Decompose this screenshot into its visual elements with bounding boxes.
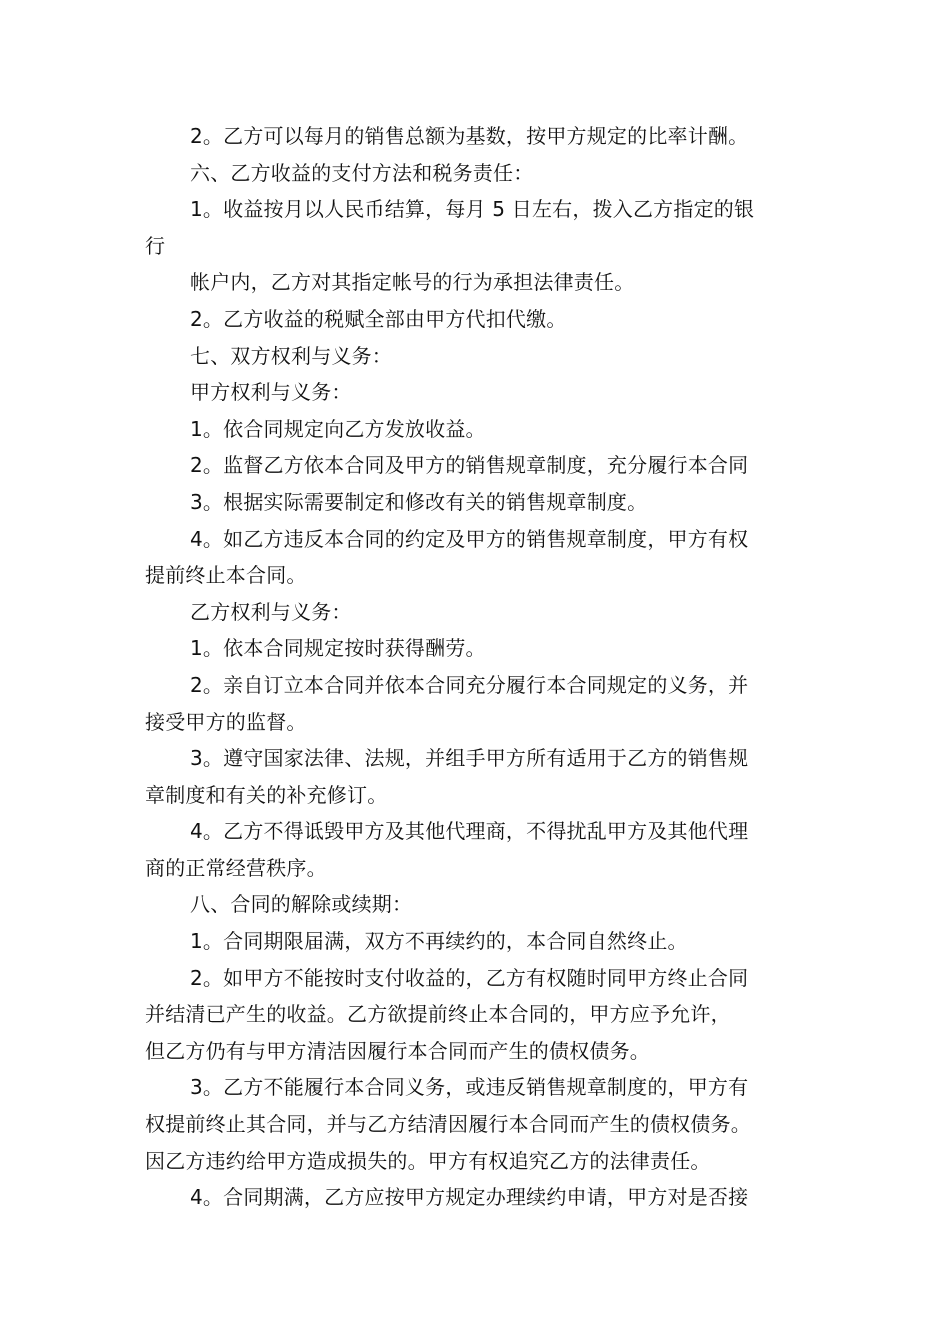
paragraph-line: 1。依合同规定向乙方发放收益。 (190, 416, 486, 441)
subheading-party-a: 甲方权利与义务： (190, 380, 352, 405)
paragraph-line: 4。如乙方违反本合同的约定及甲方的销售规章制度，甲方有权 (190, 526, 749, 551)
subheading-party-b: 乙方权利与义务： (190, 599, 352, 624)
paragraph-line: 因乙方违约给甲方造成损失的。甲方有权追究乙方的法律责任。 (145, 1148, 711, 1173)
paragraph-line: 章制度和有关的补充修订。 (145, 782, 388, 807)
paragraph-line: 并结清已产生的收益。乙方欲提前终止本合同的，甲方应予允许， (145, 1002, 731, 1027)
paragraph-line: 商的正常经营秩序。 (145, 855, 327, 880)
section-heading-6: 六、乙方收益的支付方法和税务责任： (190, 160, 534, 185)
paragraph-line: 帐户内，乙方对其指定帐号的行为承担法律责任。 (190, 270, 635, 295)
paragraph-line: 4。合同期满，乙方应按甲方规定办理续约申请，甲方对是否接 (190, 1185, 749, 1210)
paragraph-line: 提前终止本合同。 (145, 563, 307, 588)
paragraph-line: 但乙方仍有与甲方清洁因履行本合同而产生的债权债务。 (145, 1038, 650, 1063)
paragraph-line: 接受甲方的监督。 (145, 709, 307, 734)
paragraph-line: 3。根据实际需要制定和修改有关的销售规章制度。 (190, 489, 648, 514)
paragraph-line: 3。乙方不能履行本合同义务，或违反销售规章制度的，甲方有 (190, 1075, 749, 1100)
paragraph-line: 3。遵守国家法律、法规，并组手甲方所有适用于乙方的销售规 (190, 746, 749, 771)
paragraph-line: 行 (145, 233, 166, 258)
paragraph-line: 2。乙方可以每月的销售总额为基数，按甲方规定的比率计酬。 (190, 124, 749, 148)
section-heading-8: 八、合同的解除或续期： (190, 892, 413, 917)
paragraph-line: 2。监督乙方依本合同及甲方的销售规章制度，充分履行本合同 (190, 453, 749, 478)
section-heading-7: 七、双方权利与义务： (190, 343, 392, 368)
paragraph-line: 1。合同期限届满，双方不再续约的，本合同自然终止。 (190, 929, 688, 954)
paragraph-line: 2。乙方收益的税赋全部由甲方代扣代缴。 (190, 306, 567, 331)
document-body (145, 118, 825, 1216)
paragraph-line: 2。亲自订立本合同并依本合同充分履行本合同规定的义务，并 (190, 672, 749, 697)
paragraph-line: 1。收益按月以人民币结算，每月 5 日左右，拨入乙方指定的银 (190, 197, 755, 222)
paragraph-line: 2。如甲方不能按时支付收益的，乙方有权随时同甲方终止合同 (190, 965, 749, 990)
paragraph-line: 4。乙方不得诋毁甲方及其他代理商，不得扰乱甲方及其他代理 (190, 819, 749, 844)
paragraph-line: 1。依本合同规定按时获得酬劳。 (190, 636, 486, 661)
paragraph-line: 权提前终止其合同，并与乙方结清因履行本合同而产生的债权债务。 (145, 1112, 751, 1137)
